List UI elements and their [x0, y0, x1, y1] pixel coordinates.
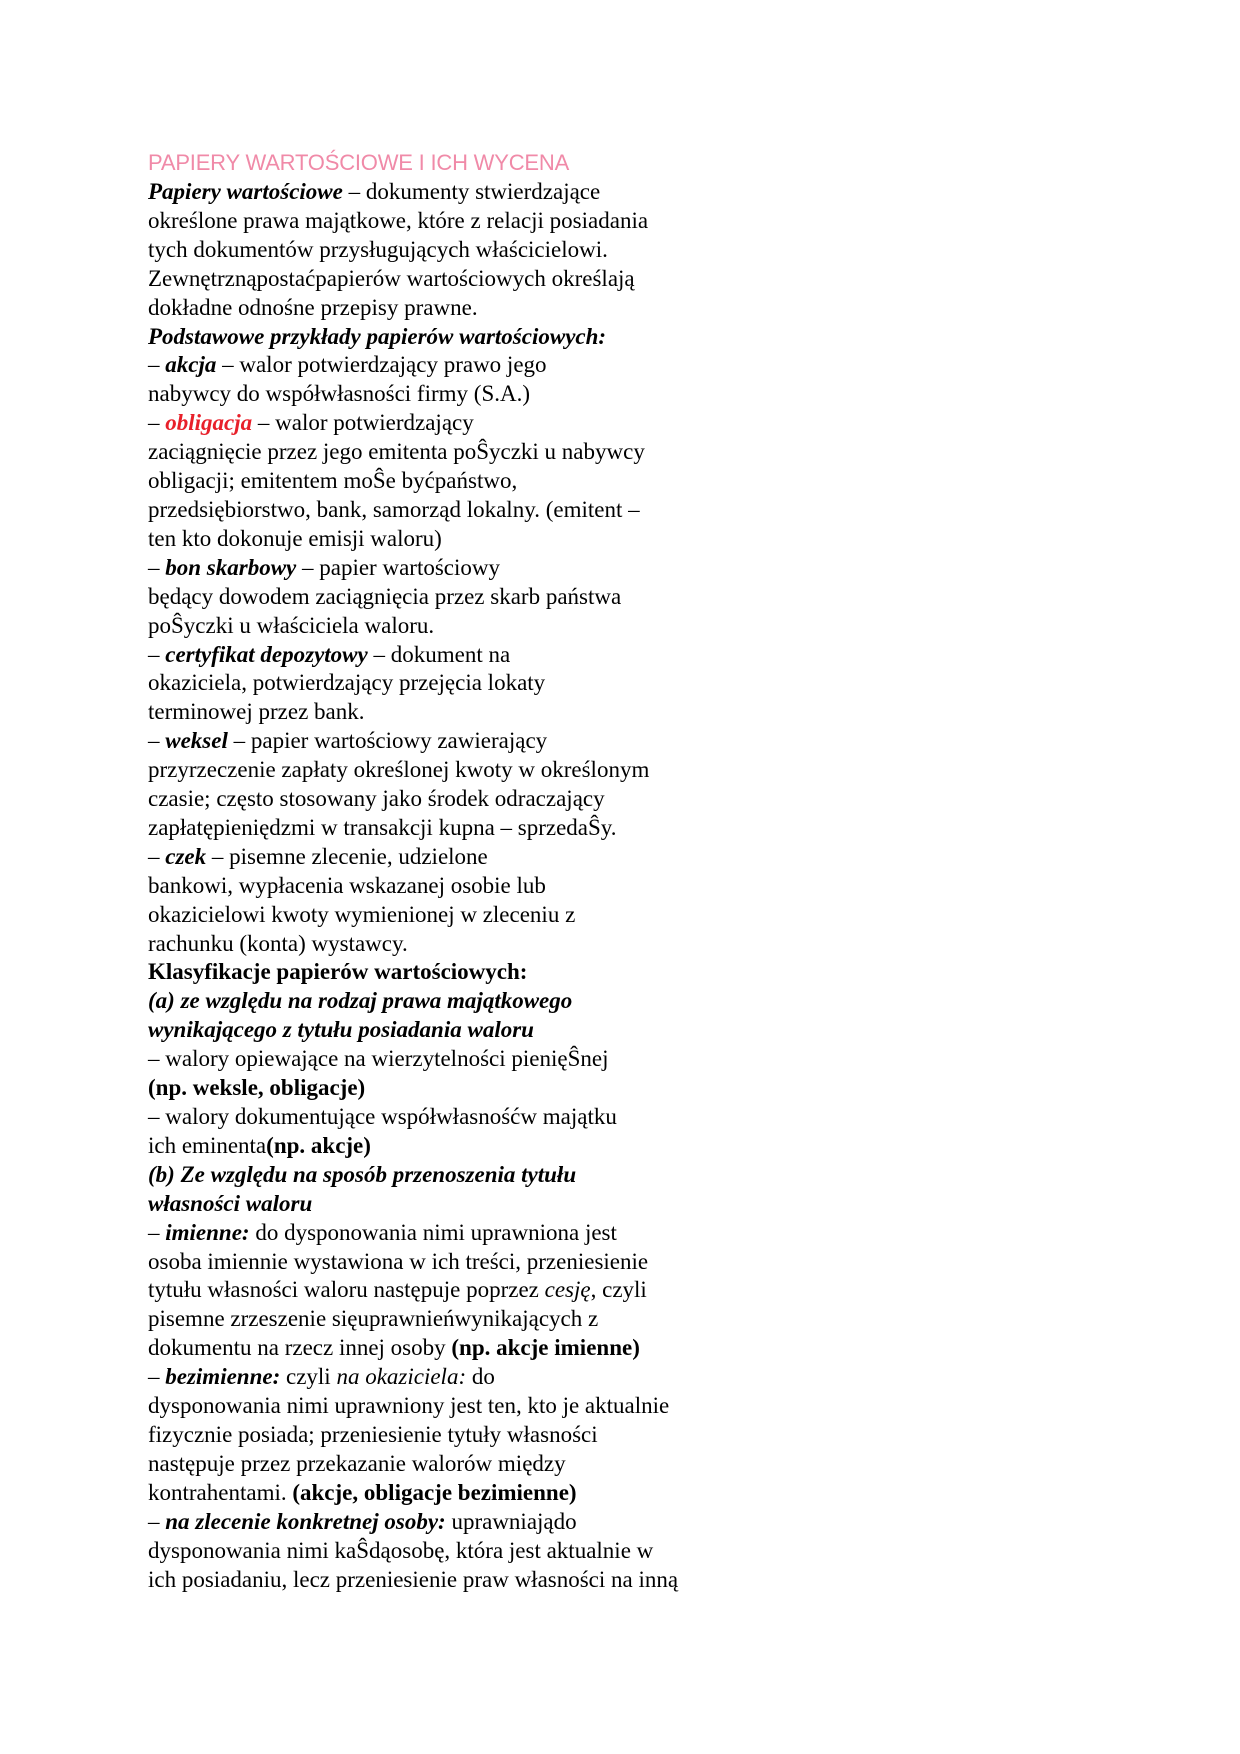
text-segment: obligacji; emitentem moŜe byćpaństwo, — [148, 468, 518, 494]
document-heading: PAPIERY WARTOŚCIOWE I ICH WYCENA — [148, 150, 570, 175]
text-segment: kontrahentami. — [148, 1479, 293, 1505]
text-line — [148, 207, 748, 236]
text-line — [148, 323, 748, 352]
text-line — [148, 1103, 748, 1132]
text-line — [148, 1537, 748, 1566]
text-segment: – walory opiewające na wierzytelności pienięŜnej — [148, 1046, 609, 1072]
text-line — [148, 930, 748, 959]
text-line — [148, 380, 748, 409]
text-line — [148, 1190, 748, 1219]
text-segment: poŜyczki u właściciela waloru. — [148, 612, 435, 638]
text-line — [148, 785, 748, 814]
text-segment: tych dokumentów przysługujących właścicielowi. — [148, 236, 608, 262]
text-segment: – walory dokumentujące współwłasnośćw majątku — [148, 1104, 617, 1129]
text-segment: Klasyfikacje papierów wartościowych: — [148, 959, 528, 985]
document-body — [148, 178, 748, 1594]
text-segment: (a) ze względu na rodzaj prawa majątkowego — [148, 988, 573, 1014]
text-segment: weksel — [165, 728, 228, 754]
text-line — [148, 1248, 748, 1277]
text-segment: okaziciela, potwierdzający przejęcia lokaty — [148, 670, 546, 696]
text-line — [148, 727, 748, 756]
text-segment: – — [148, 352, 166, 378]
text-segment: (np. akcje imienne) — [451, 1335, 640, 1361]
text-segment: przyrzeczenie zapłaty określonej kwoty w określonym — [148, 757, 650, 783]
text-segment: imienne: — [165, 1219, 250, 1245]
text-line — [148, 641, 748, 670]
text-line — [148, 583, 748, 612]
text-segment: do dysponowania nimi uprawniona jest — [249, 1219, 617, 1245]
text-line — [148, 554, 748, 583]
text-segment: – dokumenty stwierdzające — [342, 179, 601, 204]
text-line — [148, 1016, 748, 1045]
text-segment: – walor potwierdzający prawo jego — [216, 352, 547, 378]
text-segment: (np. akcje) — [266, 1132, 371, 1158]
text-segment: ten kto dokonuje emisji waloru) — [148, 525, 442, 551]
text-segment: – — [148, 1508, 166, 1534]
text-segment: do — [466, 1364, 495, 1390]
text-segment: Podstawowe przykłady papierów wartościowych: — [148, 323, 607, 349]
text-segment: własności waloru — [148, 1190, 313, 1216]
text-line — [148, 1074, 748, 1103]
text-segment: przedsiębiorstwo, bank, samorząd lokalny. (emitent – — [148, 496, 640, 522]
text-line — [148, 351, 748, 380]
text-line — [148, 525, 748, 554]
text-segment: czasie; często stosowany jako środek odraczający — [148, 786, 605, 812]
text-line — [148, 669, 748, 698]
text-segment: rachunku (konta) wystawcy. — [148, 930, 408, 956]
text-segment: wynikającego z tytułu posiadania waloru — [148, 1017, 534, 1043]
text-line — [148, 294, 748, 323]
text-line — [148, 496, 748, 525]
text-segment: – — [148, 728, 166, 754]
text-segment: zapłatępieniędzmi w transakcji kupna – sprzedaŜy. — [148, 814, 617, 840]
text-segment: na zlecenie konkretnej osoby: — [165, 1508, 446, 1534]
text-segment: – — [148, 843, 166, 869]
text-segment: dokumentu na rzecz innej osoby — [148, 1335, 452, 1361]
text-line — [148, 1045, 748, 1074]
text-segment: będący dowodem zaciągnięcia przez skarb państwa — [148, 583, 622, 609]
text-segment: ich posiadaniu, lecz przeniesienie praw własności na inną — [148, 1566, 679, 1592]
text-segment: uprawniajądo — [445, 1508, 577, 1534]
text-segment: czek — [165, 843, 207, 869]
text-line — [148, 1132, 748, 1161]
text-segment: zaciągnięcie przez jego emitenta poŜyczki u nabywcy — [148, 439, 645, 465]
text-line — [148, 467, 748, 496]
text-line — [148, 1363, 748, 1392]
text-segment: bon skarbowy — [165, 554, 297, 580]
text-line — [148, 409, 748, 438]
text-segment: nabywcy do współwłasności firmy (S.A.) — [148, 381, 531, 407]
text-line — [148, 1508, 748, 1537]
text-line — [148, 901, 748, 930]
text-line — [148, 1421, 748, 1450]
text-line — [148, 987, 748, 1016]
text-line — [148, 265, 748, 294]
text-segment: bankowi, wypłacenia wskazanej osobie lub — [148, 872, 546, 898]
text-line — [148, 612, 748, 641]
text-line — [148, 843, 748, 872]
text-line — [148, 438, 748, 467]
text-segment: – — [148, 554, 166, 580]
text-segment: fizycznie posiada; przeniesienie tytuły własności — [148, 1421, 598, 1447]
text-segment: cesję — [544, 1277, 591, 1303]
text-segment: (akcje, obligacje bezimienne) — [292, 1479, 577, 1505]
text-line — [148, 1276, 748, 1305]
text-segment: – papier wartościowy zawierający — [227, 728, 548, 754]
text-segment: – — [148, 410, 166, 436]
text-segment: określone prawa majątkowe, które z relacji posiadania — [148, 207, 649, 233]
text-segment: czyli — [280, 1364, 337, 1390]
text-line — [148, 1161, 748, 1190]
text-segment: – dokument na — [367, 641, 511, 667]
text-segment: terminowej przez bank. — [148, 699, 365, 725]
text-segment: akcja — [165, 352, 217, 378]
text-segment: obligacja — [165, 410, 253, 436]
text-segment: – — [148, 641, 166, 667]
text-segment: osoba imiennie wystawiona w ich treści, przeniesienie — [148, 1248, 649, 1274]
text-line — [148, 1479, 748, 1508]
text-line — [148, 872, 748, 901]
text-segment: dysponowania nimi kaŜdąosobę, która jest aktualnie w — [148, 1537, 654, 1563]
text-segment: pisemne zrzeszenie sięuprawnieńwynikających z — [148, 1306, 599, 1332]
text-segment: , czyli — [590, 1277, 647, 1303]
text-line — [148, 1566, 748, 1595]
text-line — [148, 756, 748, 785]
text-line — [148, 236, 748, 265]
text-line — [148, 1219, 748, 1248]
text-segment: na okaziciela: — [336, 1364, 467, 1390]
text-segment: – — [148, 1219, 166, 1245]
text-segment: – pisemne zlecenie, udzielone — [206, 843, 488, 869]
text-segment: ich eminenta — [148, 1132, 267, 1158]
text-line — [148, 958, 748, 987]
text-segment: bezimienne: — [165, 1364, 281, 1390]
text-segment: – walor potwierdzający — [252, 410, 474, 436]
text-segment: certyfikat depozytowy — [165, 641, 368, 667]
text-segment: dokładne odnośne przepisy prawne. — [148, 294, 478, 320]
text-line — [148, 1334, 748, 1363]
text-segment: okazicielowi kwoty wymienionej w zleceniu z — [148, 901, 576, 927]
text-segment: (b) Ze względu na sposób przenoszenia tytułu — [148, 1161, 577, 1187]
text-line — [148, 1392, 748, 1421]
text-segment: Papiery wartościowe — [148, 179, 343, 204]
text-segment: następuje przez przekazanie walorów między — [148, 1450, 566, 1476]
text-segment: – papier wartościowy — [296, 554, 500, 580]
text-line — [148, 814, 748, 843]
text-line — [148, 1305, 748, 1334]
text-segment: Zewnętrznąpostaćpapierów wartościowych określają — [148, 265, 635, 291]
text-line — [148, 1450, 748, 1479]
text-segment: tytułu własności waloru następuje poprzez — [148, 1277, 545, 1303]
text-segment: – — [148, 1364, 166, 1390]
text-line — [148, 178, 748, 207]
text-segment: (np. weksle, obligacje) — [148, 1075, 366, 1101]
text-line — [148, 698, 748, 727]
text-segment: dysponowania nimi uprawniony jest ten, kto je aktualnie — [148, 1393, 670, 1419]
document-page — [148, 148, 748, 1594]
